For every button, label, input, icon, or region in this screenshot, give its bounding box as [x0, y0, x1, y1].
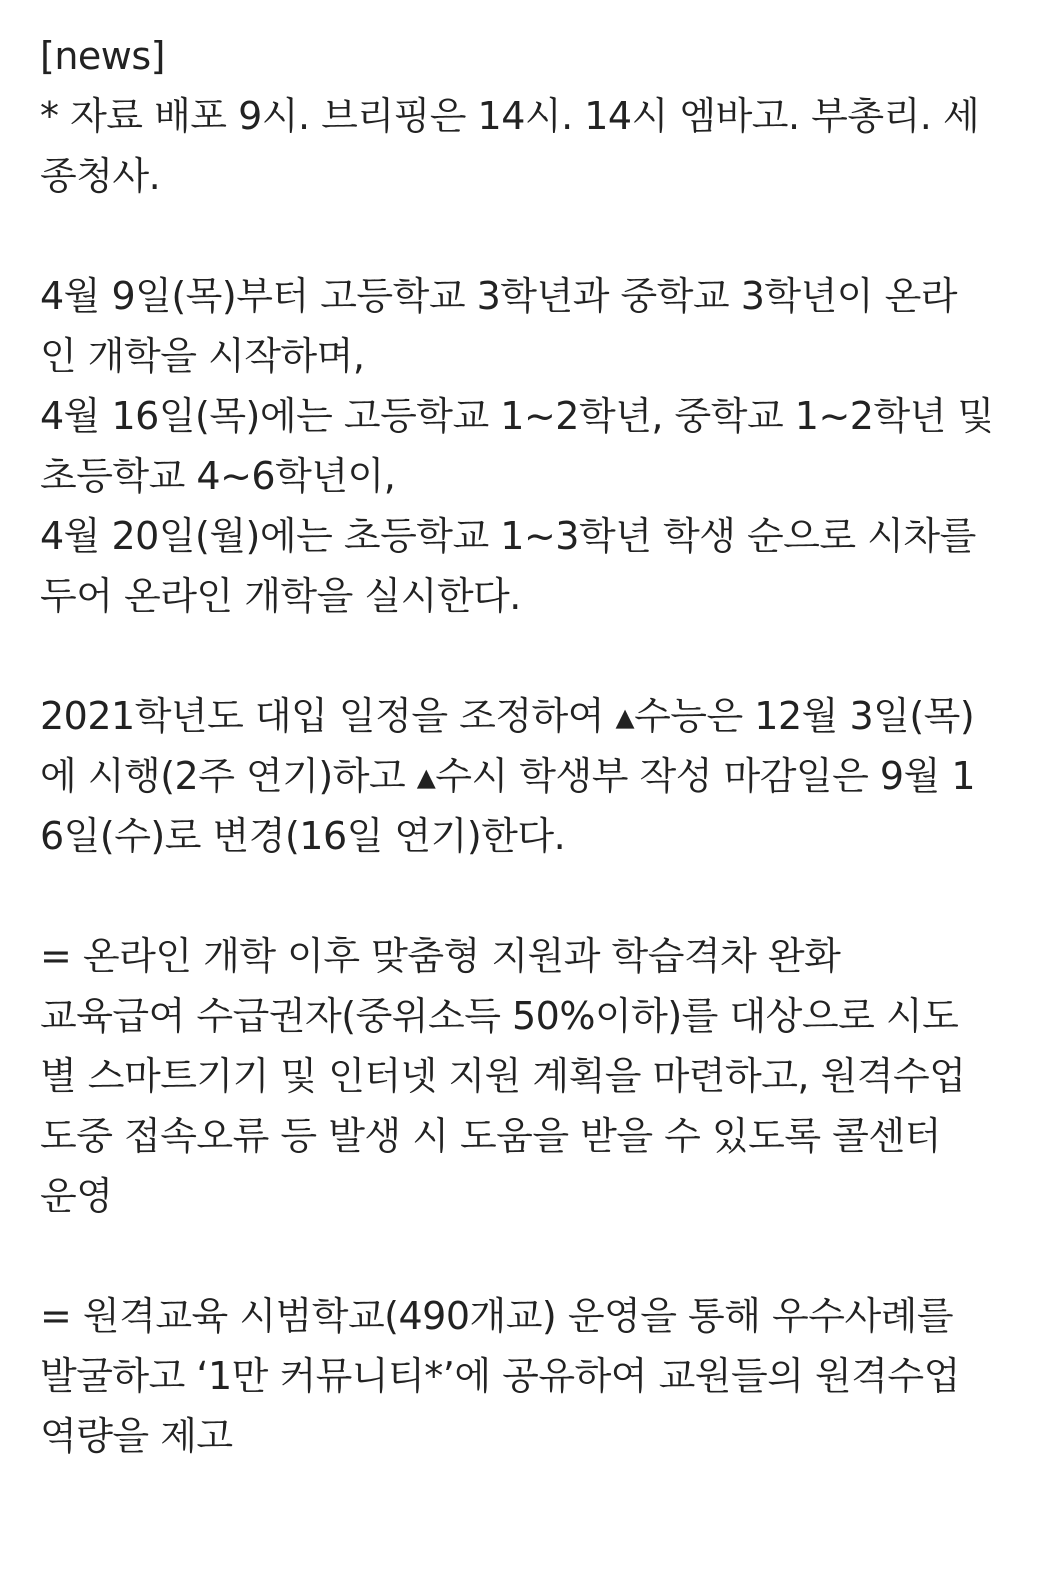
paragraph-gap	[40, 206, 1040, 266]
support-line-2: 별 스마트기기 및 인터넷 지원 계획을 마련하고, 원격수업	[40, 1054, 966, 1098]
schedule-line-1: 4월 9일(목)부터 고등학교 3학년과 중학교 3학년이 온라	[40, 274, 957, 318]
pilot-school-line-3: 역량을 제고	[40, 1414, 233, 1458]
schedule-line-4: 초등학교 4~6학년이,	[40, 454, 396, 498]
support-line-4: 운영	[40, 1174, 113, 1218]
admission-line-3: 6일(수)로 변경(16일 연기)한다.	[40, 814, 566, 858]
support-heading: = 온라인 개학 이후 맞춤형 지원과 학습격차 완화	[40, 934, 841, 978]
pilot-school-line-2: 발굴하고 ‘1만 커뮤니티*’에 공유하여 교원들의 원격수업	[40, 1354, 960, 1398]
support-line-3: 도중 접속오류 등 발생 시 도움을 받을 수 있도록 콜센터	[40, 1114, 941, 1158]
admission-line-2: 에 시행(2주 연기)하고 ▴수시 학생부 작성 마감일은 9월 1	[40, 754, 976, 798]
schedule-line-3: 4월 16일(목)에는 고등학교 1~2학년, 중학교 1~2학년 및	[40, 394, 994, 438]
briefing-note-line-2: 종청사.	[40, 154, 161, 198]
briefing-note-line-1: * 자료 배포 9시. 브리핑은 14시. 14시 엠바고. 부총리. 세	[40, 94, 980, 138]
paragraph-gap	[40, 1226, 1040, 1286]
schedule-line-6: 두어 온라인 개학을 실시한다.	[40, 574, 521, 618]
pilot-school-line-1: = 원격교육 시범학교(490개교) 운영을 통해 우수사례를	[40, 1294, 954, 1338]
news-tag: [news]	[40, 34, 165, 78]
paragraph-gap	[40, 866, 1040, 926]
support-line-1: 교육급여 수급권자(중위소득 50%이하)를 대상으로 시도	[40, 994, 959, 1038]
paragraph-gap	[40, 626, 1040, 686]
schedule-line-2: 인 개학을 시작하며,	[40, 334, 365, 378]
admission-line-1: 2021학년도 대입 일정을 조정하여 ▴수능은 12월 3일(목)	[40, 694, 975, 738]
news-document	[40, 26, 1040, 1466]
schedule-line-5: 4월 20일(월)에는 초등학교 1~3학년 학생 순으로 시차를	[40, 514, 976, 558]
